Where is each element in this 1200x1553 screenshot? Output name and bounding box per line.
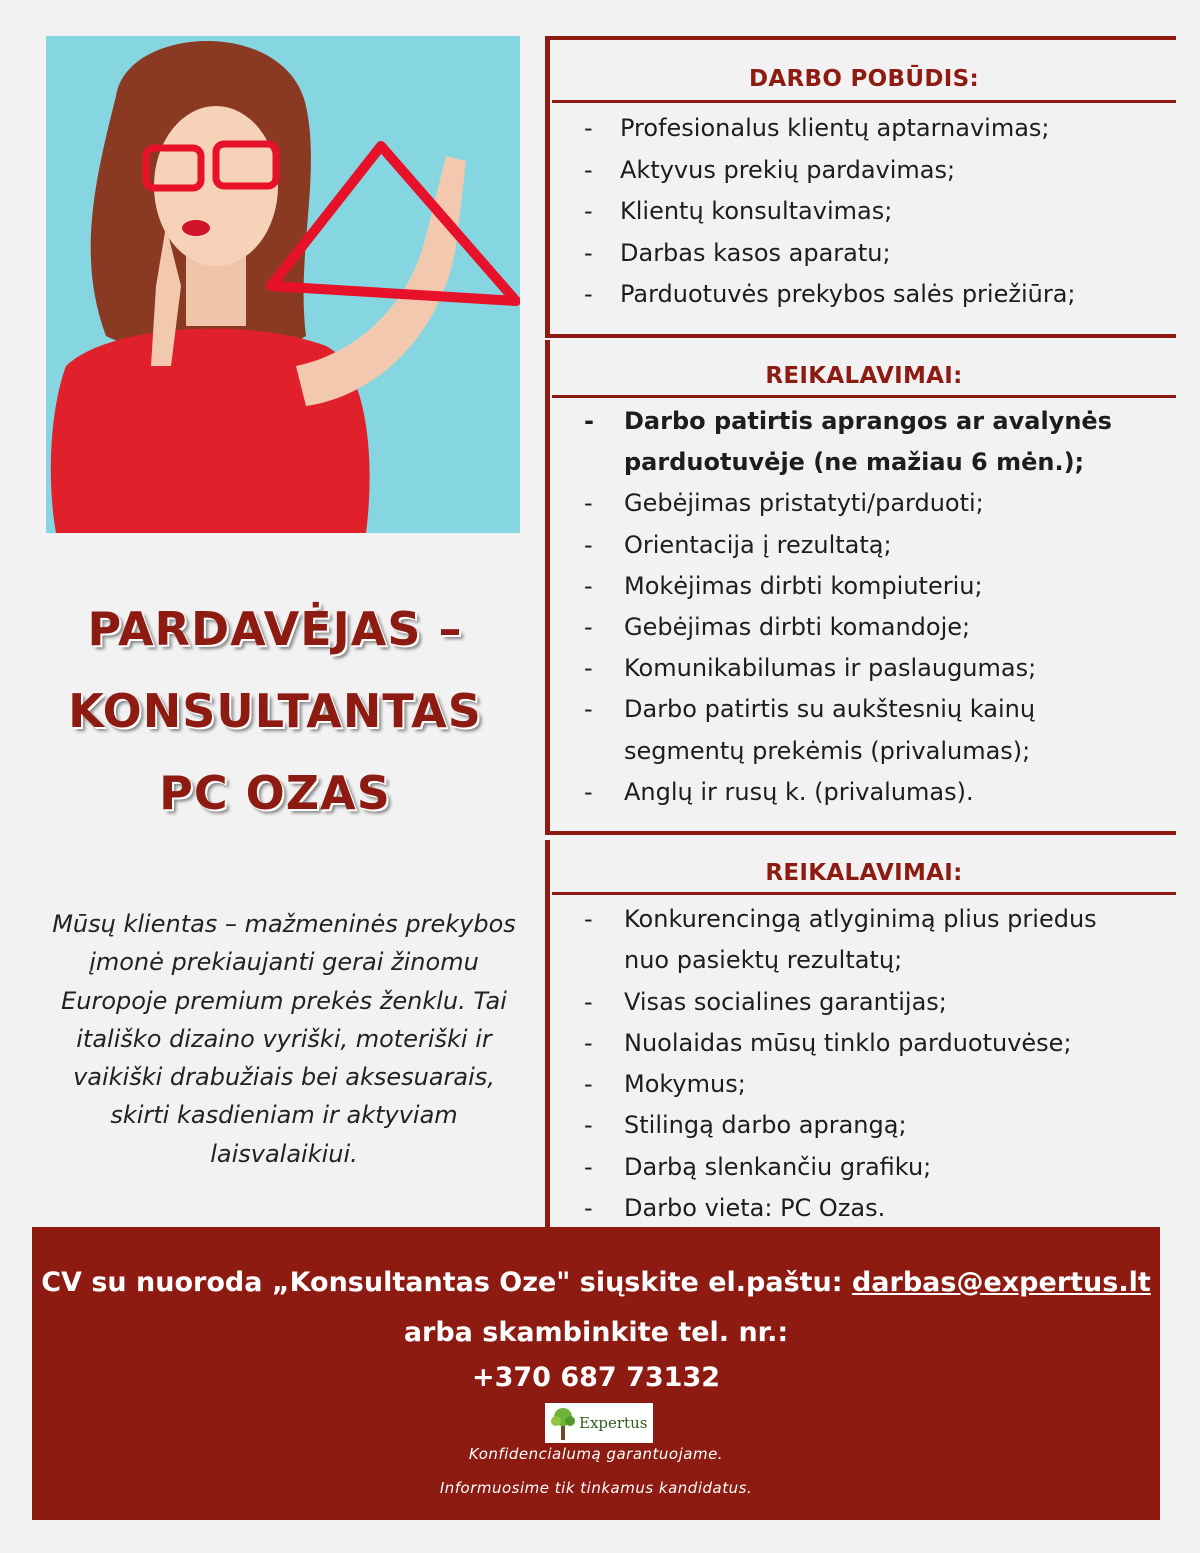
- offer-heading: REIKALAVIMAI:: [765, 860, 963, 886]
- list-item-text: Mokymus;: [624, 1070, 746, 1099]
- list-item-text: Aktyvus prekių pardavimas;: [620, 155, 956, 184]
- bullet-dash: -: [584, 613, 593, 642]
- bullet-dash: -: [584, 777, 593, 806]
- bullet-dash: -: [584, 114, 593, 142]
- list-item-text: Darbo patirtis su aukštesnių kainų: [624, 695, 1036, 724]
- client-description-line: vaikiški drabužiais bei aksesuarais,: [73, 1063, 495, 1092]
- list-item-text: Stilingą darbo aprangą;: [624, 1111, 907, 1140]
- bullet-dash: -: [584, 905, 593, 933]
- bullet-dash: -: [584, 1152, 593, 1181]
- list-item-text: Orientacija į rezultatą;: [624, 530, 892, 559]
- section-divider-vertical: [545, 340, 550, 834]
- list-item-text: Konkurencingą atlyginimą plius priedus: [624, 905, 1097, 933]
- job-title-line-3: PC OZAS: [159, 766, 391, 820]
- bullet-dash: -: [584, 238, 593, 267]
- section-divider-horizontal: [552, 395, 1176, 398]
- bullet-dash: -: [584, 280, 593, 308]
- list-item-text: Anglų ir rusų k. (privalumas).: [624, 777, 974, 806]
- list-item: [582, 566, 1170, 607]
- bullet-dash: -: [584, 1194, 593, 1223]
- list-item: [582, 1105, 1170, 1146]
- client-description-line: įmonė prekiaujanti gerai žinomu: [89, 948, 479, 977]
- list-item-text: segmentų prekėmis (privalumas);: [624, 736, 1031, 765]
- list-item-text: Nuolaidas mūsų tinklo parduotuvėse;: [624, 1028, 1072, 1057]
- bullet-dash: -: [584, 987, 593, 1016]
- bullet-dash: -: [584, 530, 593, 559]
- bullet-dash: -: [584, 1111, 593, 1140]
- client-description: [32, 905, 536, 1173]
- expertus-logo: [545, 1403, 653, 1443]
- list-item-continuation: [582, 940, 1170, 981]
- list-item: [582, 1064, 1170, 1105]
- client-description-line: laisvalaikiui.: [210, 1139, 358, 1168]
- bullet-dash: -: [584, 407, 594, 435]
- section-divider-vertical: [545, 840, 550, 1227]
- inform-note: Informuosime tik tinkamus kandidatus.: [439, 1479, 753, 1497]
- bullet-dash: -: [584, 1070, 593, 1099]
- client-description-line: skirti kasdieniam ir aktyviam: [110, 1101, 458, 1130]
- list-item-text: Darbo vieta: PC Ozas.: [624, 1194, 886, 1223]
- list-item-text: Klientų konsultavimas;: [620, 197, 893, 225]
- list-item-continuation: [582, 731, 1170, 772]
- list-item: [582, 233, 1170, 275]
- email-link[interactable]: darbas@expertus.lt: [851, 1267, 1151, 1298]
- list-item: [582, 607, 1170, 648]
- list-item: [582, 191, 1170, 233]
- section-divider-horizontal: [545, 334, 1176, 338]
- list-item-text: Darbas kasos aparatu;: [620, 238, 891, 267]
- logo-text: Expertus: [579, 1414, 648, 1432]
- bullet-dash: -: [584, 197, 593, 225]
- list-item: [582, 1023, 1170, 1064]
- job-title-line-1: PARDAVĖJAS –: [87, 602, 463, 656]
- client-description-line: Mūsų klientas – mažmeninės prekybos: [52, 910, 516, 938]
- section-divider-horizontal: [552, 892, 1176, 895]
- client-description-line: Europoje premium prekės ženklu. Tai: [61, 986, 507, 1015]
- list-item: [582, 772, 1170, 813]
- requirements-heading: REIKALAVIMAI:: [765, 363, 963, 389]
- list-item-text: Visas socialines garantijas;: [624, 987, 947, 1016]
- section-divider-vertical: [545, 36, 550, 334]
- job-title-line-2: KONSULTANTAS: [68, 684, 482, 738]
- requirements-list: [582, 401, 1170, 813]
- list-item: [582, 899, 1170, 940]
- list-item: [582, 150, 1170, 192]
- cv-instructions: [32, 1267, 1160, 1298]
- photo-illustration: [46, 36, 520, 533]
- list-item: [582, 274, 1170, 316]
- bullet-dash: -: [584, 155, 593, 184]
- list-item: [582, 689, 1170, 730]
- list-item: [582, 1147, 1170, 1188]
- bullet-dash: -: [584, 1028, 593, 1057]
- bullet-dash: -: [584, 489, 593, 518]
- list-item: [582, 401, 1170, 442]
- bullet-dash: -: [584, 654, 593, 683]
- client-description-line: itališko dizaino vyriški, moteriški ir: [76, 1024, 492, 1053]
- section-divider-horizontal: [545, 36, 1176, 40]
- section-divider-horizontal: [545, 831, 1176, 835]
- list-item-text: nuo pasiektų rezultatų;: [624, 946, 903, 975]
- phone-number[interactable]: +370 687 73132: [471, 1362, 721, 1393]
- list-item-text: Profesionalus klientų aptarnavimas;: [620, 114, 1050, 142]
- list-item-text: Gebėjimas dirbti komandoje;: [624, 613, 971, 642]
- woman-with-hanger-photo: [46, 36, 520, 533]
- list-item-text: Parduotuvės prekybos salės priežiūra;: [620, 280, 1076, 308]
- list-item: [582, 982, 1170, 1023]
- contact-footer: [32, 1227, 1160, 1520]
- list-item-text: Komunikabilumas ir paslaugumas;: [624, 654, 1037, 683]
- section-divider-horizontal: [552, 100, 1176, 103]
- list-item: [582, 648, 1170, 689]
- tree-icon: [549, 1406, 577, 1440]
- list-item-continuation: [582, 442, 1170, 483]
- list-item-text: Gebėjimas pristatyti/parduoti;: [624, 489, 984, 518]
- list-item-text: Darbą slenkančiu grafiku;: [624, 1152, 932, 1181]
- bullet-dash: -: [584, 695, 593, 724]
- cv-text: CV su nuoroda „Konsultantas Oze" siųskite el.paštu:: [41, 1267, 852, 1298]
- list-item-text: parduotuvėje (ne mažiau 6 mėn.);: [624, 448, 1085, 477]
- call-text: arba skambinkite tel. nr.:: [403, 1317, 789, 1348]
- duties-list: [582, 108, 1170, 316]
- list-item: [582, 108, 1170, 150]
- confidential-note: Konfidencialumą garantuojame.: [468, 1445, 724, 1463]
- list-item-text: Mokėjimas dirbti kompiuteriu;: [624, 571, 983, 600]
- job-title: [30, 588, 520, 834]
- list-item-text: Darbo patirtis aprangos ar avalynės: [624, 407, 1112, 435]
- list-item: [582, 483, 1170, 524]
- duties-heading: DARBO POBŪDIS:: [749, 66, 979, 92]
- offer-list: [582, 899, 1170, 1229]
- list-item: [582, 1188, 1170, 1229]
- bullet-dash: -: [584, 571, 593, 600]
- list-item: [582, 525, 1170, 566]
